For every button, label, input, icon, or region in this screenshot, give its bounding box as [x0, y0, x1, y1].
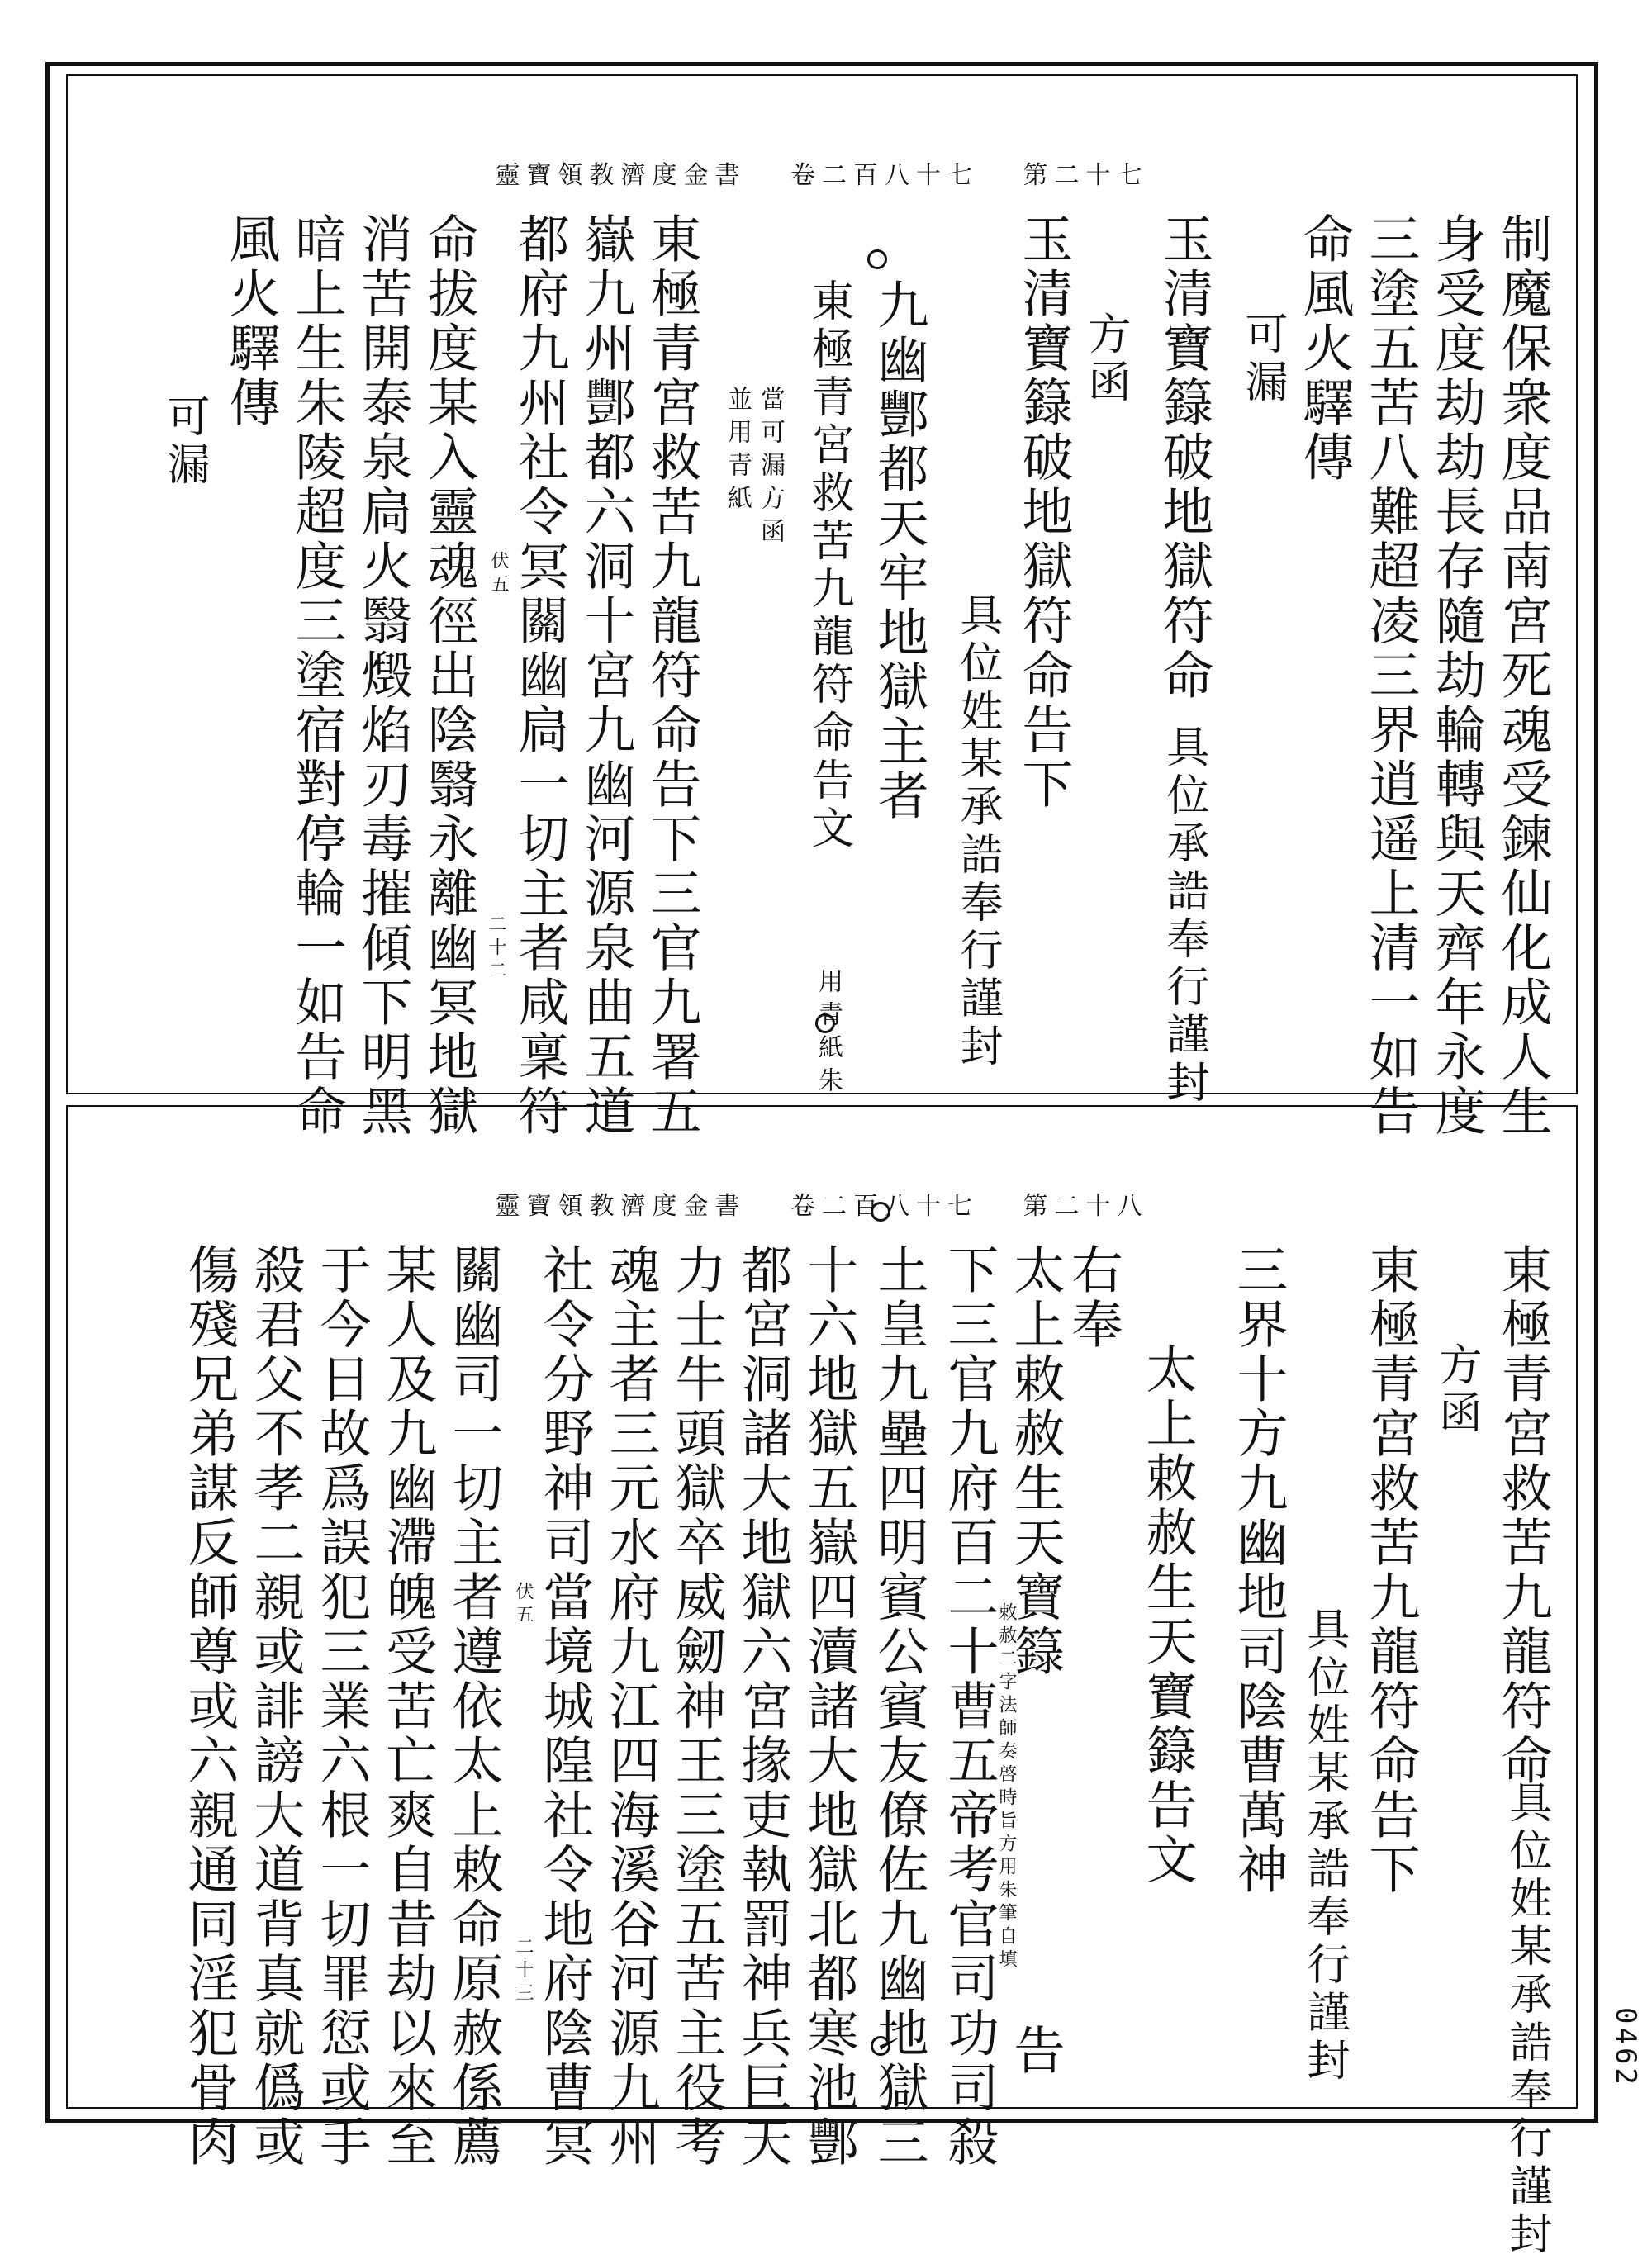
text-column: 于今日故爲誤犯三業六根一切罪愆或手 — [311, 1243, 372, 2170]
text-column: 某人及九幽滯魄受苦亡爽自昔劫以來至 — [377, 1243, 438, 2170]
fold-mark: 伏五 — [513, 1582, 534, 1628]
lower-running-head — [68, 1185, 1576, 1222]
text-column: 消苦開泰泉扃火翳燬焰刃毒摧傾下明黑 — [353, 212, 413, 1139]
annotation-note: 敕赦二字法師奏啓時旨方用朱筆自填 — [996, 1602, 1017, 1972]
text-column: 可漏 — [1237, 311, 1287, 407]
text-column: 右奉 — [1063, 1243, 1123, 1352]
text-column: 三塗五苦八難超凌三界逍遥上清一如告 — [1360, 212, 1421, 1139]
margin-page-number: 0462 — [1609, 2007, 1642, 2088]
text-column: 玉清寶籙破地獄符命 — [1154, 212, 1214, 703]
folio-mark: 二十三 — [513, 1937, 534, 2006]
text-column: 十六地獄五嶽四瀆諸大地獄北都寒池酆 — [799, 1243, 859, 2170]
text-column: 太上敕赦生天寶籙告文 — [1137, 1342, 1198, 1887]
text-column: 都府九州社令冥關幽扃一切主者咸稟符 — [510, 212, 570, 1139]
text-column: 九幽酆都天牢地獄主者 — [869, 278, 929, 823]
fold-mark: 伏五 — [488, 551, 509, 597]
text-column: 具位姓某承誥奉行謹封 — [1502, 1780, 1551, 2259]
lower-page — [66, 1105, 1578, 2259]
circle-mark — [871, 1202, 890, 1222]
text-column: 命風火驛傳 — [1294, 212, 1355, 485]
annotation-note: 並用青紙 — [723, 386, 752, 518]
text-column: 告 — [1005, 2024, 1066, 2078]
text-column: 太上敕赦生天寶籙 — [1005, 1243, 1066, 1679]
text-column: 殺君父不孝二親或誹謗大道背真就僞或 — [245, 1243, 306, 2170]
book-title: 靈寶領教濟度金書 — [495, 1192, 747, 1221]
text-column: 嶽九州酆都六洞十宮九幽河源泉曲五道 — [576, 212, 636, 1139]
text-column: 社令分野神司當境城隍社令地府陰曹冥 — [534, 1243, 595, 2170]
page-frame — [45, 62, 1598, 2259]
text-column: 具位姓某承誥奉行謹封 — [1299, 1606, 1349, 2086]
upper-running-head — [68, 154, 1576, 191]
text-column: 三界十方九幽地司陰曹萬神 — [1228, 1243, 1289, 1897]
text-column: 土皇九壘四明賓公賓友僚佐九幽地獄三 — [869, 1243, 929, 2170]
folio-mark: 二十二 — [486, 914, 506, 984]
text-column: 玉清寶籙破地獄符命告下 — [1014, 212, 1074, 812]
upper-page — [66, 74, 1578, 1139]
annotation-note: 用青紙朱 — [814, 968, 843, 1100]
text-column: 東極青宮救苦九龍符命告下三官九署五 — [642, 212, 702, 1139]
text-column: 具位承誥奉行謹封 — [1159, 724, 1208, 1108]
circle-mark — [867, 249, 887, 269]
text-column: 魂主者三元水府九江四海溪谷河源九州 — [601, 1243, 661, 2170]
text-column: 傷殘兄弟謀反師尊或六親通同淫犯骨肉 — [179, 1243, 240, 2170]
text-column: 都宮洞諸大地獄六宮掾吏執罰神兵巨天 — [733, 1243, 793, 2170]
circle-mark — [871, 2036, 890, 2056]
book-title: 靈寶領教濟度金書 — [495, 161, 747, 190]
page-number: 第二十八 — [1023, 1192, 1149, 1221]
text-column: 關幽司一切主者遵依太上敕命原赦係薦 — [444, 1243, 504, 2170]
annotation-note: 當可漏方函 — [756, 386, 785, 551]
text-column: 具位姓某承誥奉行謹封 — [952, 592, 1002, 1071]
volume-number: 卷二百八十七 — [790, 161, 979, 190]
text-column: 東極青宮救苦九龍符命告下 — [1360, 1243, 1421, 1897]
page-number: 第二十七 — [1023, 161, 1149, 190]
text-column: 方函 — [1431, 1342, 1481, 1438]
text-column: 制魔保衆度品南宮死魂受鍊仙化成人生 — [1493, 212, 1553, 1139]
volume-number: 卷二百八十七 — [790, 1192, 979, 1221]
text-column: 身受度劫劫長存隨劫輪轉與天齊年永度 — [1427, 212, 1487, 1139]
text-column: 東極青宮救苦九龍符命 — [1493, 1243, 1553, 1788]
text-column: 方函 — [1080, 311, 1130, 407]
text-column: 東極青宮救苦九龍符命告文 — [804, 278, 853, 853]
text-column: 命拔度某入靈魂徑出陰翳永離幽冥地獄 — [419, 212, 479, 1139]
text-column: 可漏 — [159, 394, 209, 490]
text-column: 暗上生朱陵超度三塗宿對停輪一如告命 — [287, 212, 347, 1139]
text-column: 力士牛頭獄卒威劒神王三塗五苦主役考 — [667, 1243, 727, 2170]
text-column: 下三官九府百二十曹五帝考官司功司殺 — [939, 1243, 999, 2170]
text-column: 風火驛傳 — [221, 212, 281, 430]
circle-mark — [815, 1013, 835, 1033]
